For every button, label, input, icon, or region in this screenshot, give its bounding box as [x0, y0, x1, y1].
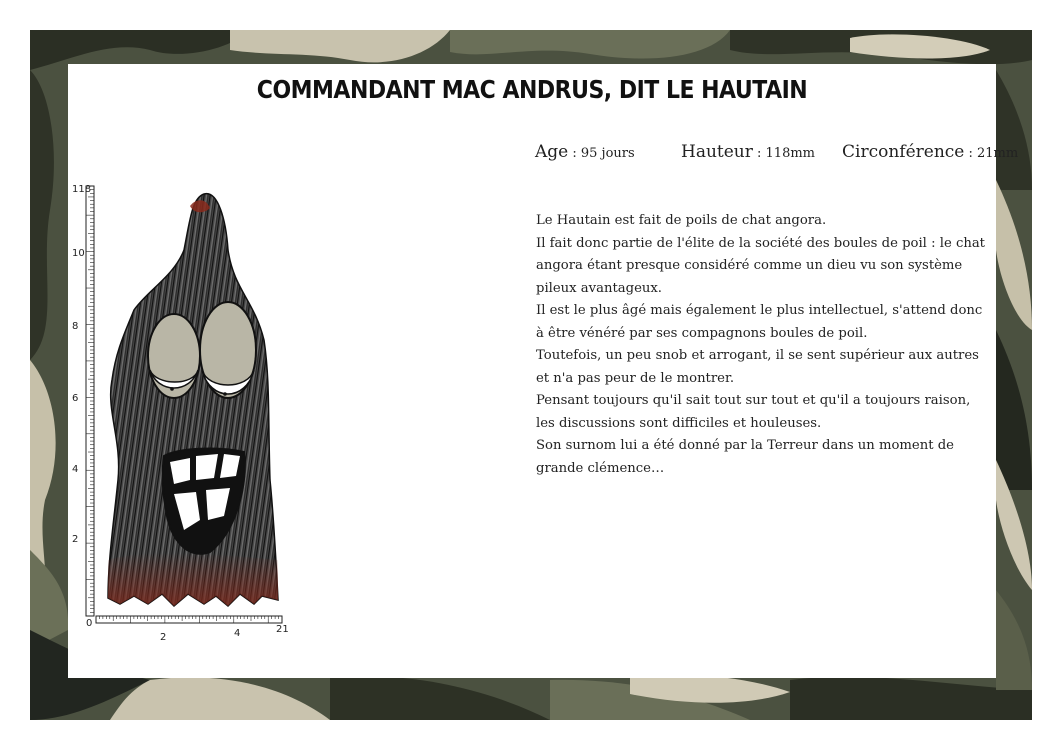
- stat-age: [535, 142, 635, 162]
- stat-height-label: Hauteur: [681, 142, 753, 162]
- ruler-label-h2: 2: [160, 632, 167, 643]
- description-line: Il est le plus âgé mais également le plus intellectuel, s'attend donc à être vénéré par ses compagnons boules de poil.: [536, 303, 983, 341]
- stat-circumference-value: : 21mm: [964, 146, 1019, 161]
- ruler-label-h4: 4: [234, 628, 241, 639]
- horizontal-ruler: [96, 616, 289, 643]
- description-line: Son surnom lui a été donné par la Terreur dans un moment de grande clémence…: [536, 438, 954, 476]
- character-card: [68, 64, 1019, 678]
- vertical-ruler: [72, 184, 94, 629]
- stat-circumference: [842, 142, 1018, 162]
- stats-row: [535, 142, 1019, 166]
- card-title: COMMANDANT MAC ANDRUS, DIT LE HAUTAIN: [256, 76, 808, 105]
- description-line: Pensant toujours qu'il sait tout sur tout et qu'il a toujours raison, les discussions sont difficiles et houleuses.: [536, 393, 971, 431]
- ruler-label-118: 118: [72, 184, 92, 195]
- ruler-label-6: 6: [72, 393, 79, 404]
- stat-height-value: : 118mm: [752, 146, 816, 161]
- character-illustration: [72, 180, 308, 650]
- ruler-label-2: 2: [72, 534, 79, 545]
- ruler-label-4: 4: [72, 464, 79, 475]
- ruler-label-10: 10: [72, 248, 85, 259]
- hairball-drawing: [72, 180, 308, 650]
- ruler-label-0: 0: [86, 618, 93, 629]
- ruler-label-8: 8: [72, 321, 79, 332]
- stat-circumference-label: Circonférence: [842, 142, 965, 162]
- character-description: [536, 210, 988, 480]
- description-line: Il fait donc partie de l'élite de la société des boules de poil : le chat angora étant presque considéré comme un dieu vu son système pileux avantageux.: [536, 235, 985, 296]
- stat-height: [681, 142, 815, 162]
- stat-age-label: Age: [535, 142, 569, 162]
- description-line: Le Hautain est fait de poils de chat angora.: [536, 213, 827, 228]
- description-line: Toutefois, un peu snob et arrogant, il se sent supérieur aux autres et n'a pas peur de le montrer.: [536, 348, 979, 386]
- stat-age-value: : 95 jours: [568, 146, 635, 161]
- ruler-label-h21: 21: [276, 624, 289, 635]
